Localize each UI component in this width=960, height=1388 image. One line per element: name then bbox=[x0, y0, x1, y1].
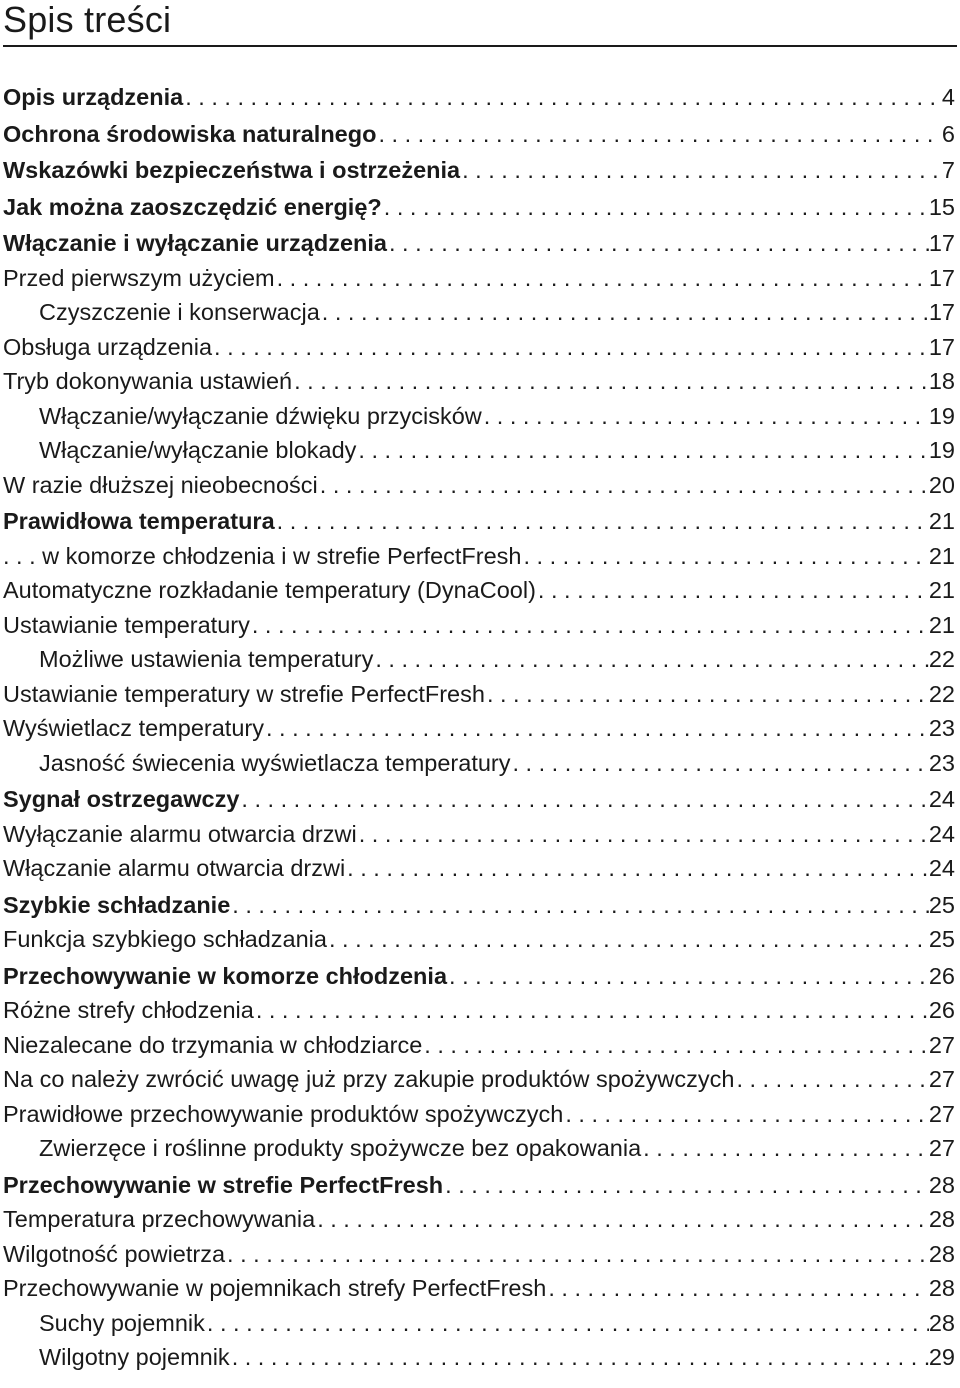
toc-entry-label: Jak można zaoszczędzić energię? bbox=[3, 193, 382, 220]
toc-dot-leader bbox=[230, 888, 929, 923]
toc-entry[interactable] bbox=[3, 117, 955, 152]
toc-dot-leader bbox=[250, 608, 929, 643]
toc-dot-leader bbox=[482, 399, 929, 434]
toc-dot-leader bbox=[239, 782, 928, 817]
toc-dot-leader bbox=[734, 1062, 928, 1097]
toc-dot-leader bbox=[357, 817, 929, 852]
toc-entry[interactable] bbox=[3, 433, 955, 468]
toc-dot-leader bbox=[254, 993, 929, 1028]
toc-dot-leader bbox=[275, 504, 929, 539]
toc-entry-page-number: 4 bbox=[941, 84, 955, 110]
toc-entry[interactable] bbox=[3, 1340, 955, 1375]
toc-entry-page-number: 7 bbox=[941, 157, 955, 183]
toc-entry-page-number: 28 bbox=[928, 1206, 955, 1232]
toc-entry-page-number: 19 bbox=[928, 402, 955, 429]
toc-entry[interactable] bbox=[3, 922, 955, 957]
toc-entry-label: Sygnał ostrzegawczy bbox=[3, 786, 240, 812]
toc-dot-leader bbox=[264, 711, 929, 746]
toc-dot-leader bbox=[387, 226, 929, 261]
toc-entry[interactable] bbox=[3, 153, 955, 188]
toc-entry-page-number: 27 bbox=[928, 1135, 955, 1161]
toc-entry-label: Wilgotny pojemnik bbox=[39, 1344, 230, 1370]
toc-entry[interactable] bbox=[3, 851, 955, 886]
toc-entry-label: Ustawianie temperatury bbox=[3, 611, 250, 638]
toc-entry-page-number: 24 bbox=[928, 855, 955, 881]
toc-entry[interactable] bbox=[3, 504, 955, 539]
toc-entry[interactable] bbox=[3, 399, 955, 434]
toc-entry-label: Czyszczenie i konserwacja bbox=[39, 299, 320, 325]
toc-entry-page-number: 27 bbox=[928, 1066, 955, 1092]
toc-entry-label: Wyświetlacz temperatury bbox=[3, 715, 264, 741]
toc-entry-label: Automatyczne rozkładanie temperatury (DynaCool) bbox=[3, 577, 536, 603]
toc-entry[interactable] bbox=[3, 261, 955, 296]
toc-dot-leader bbox=[447, 959, 929, 994]
toc-entry[interactable] bbox=[3, 330, 955, 365]
toc-dot-leader bbox=[382, 190, 929, 225]
toc-entry-page-number: 21 bbox=[928, 542, 955, 569]
toc-entry-page-number: 28 bbox=[928, 1171, 955, 1198]
toc-entry-label: Temperatura przechowywania bbox=[3, 1206, 316, 1232]
toc-entry-page-number: 20 bbox=[928, 471, 955, 498]
toc-entry-label: Prawidłowe przechowywanie produktów spożywczych bbox=[3, 1100, 564, 1127]
toc-entry[interactable] bbox=[3, 817, 955, 852]
toc-entry[interactable] bbox=[3, 1237, 955, 1272]
toc-entry[interactable] bbox=[3, 711, 955, 746]
toc-entry-label: Przed pierwszym użyciem bbox=[3, 264, 275, 291]
toc-entry[interactable] bbox=[3, 746, 955, 781]
toc-entry-label: Suchy pojemnik bbox=[39, 1309, 205, 1336]
toc-entry-label: Różne strefy chłodzenia bbox=[3, 997, 254, 1023]
toc-dot-leader bbox=[373, 642, 929, 677]
toc-entry-label: Opis urządzenia bbox=[3, 84, 184, 110]
toc-entry-page-number: 27 bbox=[928, 1031, 955, 1058]
toc-entry-label: W razie dłuższej nieobecności bbox=[3, 471, 318, 498]
toc-entry[interactable] bbox=[3, 1306, 955, 1341]
toc-entry[interactable] bbox=[3, 677, 955, 712]
toc-entry-page-number: 22 bbox=[928, 680, 955, 707]
toc-entry[interactable] bbox=[3, 642, 955, 677]
toc-dot-leader bbox=[356, 433, 928, 468]
toc-dot-leader bbox=[275, 261, 929, 296]
toc-entry-label: Wskazówki bezpieczeństwa i ostrzeżenia bbox=[3, 157, 461, 183]
toc-entry-page-number: 28 bbox=[928, 1309, 955, 1336]
toc-entry[interactable] bbox=[3, 1271, 955, 1306]
toc-entry-page-number: 24 bbox=[928, 820, 955, 847]
toc-entry-label: Przechowywanie w strefie PerfectFresh bbox=[3, 1171, 444, 1198]
toc-entry-page-number: 28 bbox=[928, 1240, 955, 1267]
toc-dot-leader bbox=[327, 922, 929, 957]
toc-entry-label: Przechowywanie w pojemnikach strefy PerfectFresh bbox=[3, 1275, 547, 1301]
toc-entry[interactable] bbox=[3, 539, 955, 574]
toc-entry[interactable] bbox=[3, 226, 955, 261]
toc-entry[interactable] bbox=[3, 782, 955, 817]
toc-entry-page-number: 23 bbox=[928, 715, 955, 741]
toc-entry-page-number: 22 bbox=[928, 646, 955, 672]
toc-entry-label: Zwierzęce i roślinne produkty spożywcze bez opakowania bbox=[39, 1135, 642, 1161]
toc-entry-page-number: 25 bbox=[928, 926, 955, 952]
toc-entry-label: . . . w komorze chłodzenia i w strefie PerfectFresh bbox=[3, 542, 522, 569]
toc-entry[interactable] bbox=[3, 1097, 955, 1132]
toc-entry-page-number: 29 bbox=[928, 1344, 955, 1370]
toc-entry-page-number: 27 bbox=[928, 1100, 955, 1127]
toc-entry-page-number: 21 bbox=[928, 577, 955, 603]
toc-entry[interactable] bbox=[3, 364, 955, 399]
toc-entry[interactable] bbox=[3, 993, 955, 1028]
toc-entry-page-number: 28 bbox=[928, 1275, 955, 1301]
toc-dot-leader bbox=[485, 677, 929, 712]
toc-entry-label: Obsługa urządzenia bbox=[3, 333, 213, 360]
toc-entry[interactable] bbox=[3, 1062, 955, 1097]
toc-dot-leader bbox=[230, 1340, 929, 1375]
toc-dot-leader bbox=[376, 117, 941, 152]
toc-entry-page-number: 17 bbox=[928, 230, 955, 256]
toc-entry-label: Wilgotność powietrza bbox=[3, 1240, 226, 1267]
toc-dot-leader bbox=[511, 746, 929, 781]
toc-dot-leader bbox=[345, 851, 929, 886]
toc-entry-page-number: 21 bbox=[928, 508, 955, 534]
toc-entry-label: Ochrona środowiska naturalnego bbox=[3, 120, 377, 147]
toc-entry-label: Możliwe ustawienia temperatury bbox=[39, 646, 374, 672]
toc-entry-label: Ustawianie temperatury w strefie PerfectFresh bbox=[3, 680, 485, 707]
toc-dot-leader bbox=[460, 153, 942, 188]
toc-entry-page-number: 17 bbox=[928, 299, 955, 325]
toc-dot-leader bbox=[225, 1237, 929, 1272]
page-title: Spis treści bbox=[3, 0, 172, 40]
toc-entry[interactable] bbox=[3, 573, 955, 608]
toc-entry-label: Niezalecane do trzymania w chłodziarce bbox=[3, 1031, 423, 1058]
toc-entry-page-number: 26 bbox=[928, 962, 955, 989]
toc-entry-label: Włączanie/wyłączanie dźwięku przycisków bbox=[39, 402, 482, 429]
toc-entry-page-number: 21 bbox=[928, 611, 955, 638]
toc-entry[interactable] bbox=[3, 959, 955, 994]
toc-dot-leader bbox=[422, 1028, 929, 1063]
toc-entry-page-number: 15 bbox=[928, 193, 955, 220]
toc-dot-leader bbox=[522, 539, 929, 574]
toc-entry[interactable] bbox=[3, 468, 955, 503]
toc-entry[interactable] bbox=[3, 1168, 955, 1203]
toc-entry-page-number: 25 bbox=[928, 891, 955, 918]
toc-dot-leader bbox=[536, 573, 929, 608]
toc-entry-label: Włączanie/wyłączanie blokady bbox=[39, 437, 357, 463]
toc-entry[interactable] bbox=[3, 1202, 955, 1237]
toc-dot-leader bbox=[641, 1131, 929, 1166]
toc-entry-page-number: 17 bbox=[928, 333, 955, 360]
toc-entry-label: Prawidłowa temperatura bbox=[3, 508, 275, 534]
table-of-contents bbox=[3, 80, 955, 1375]
toc-dot-leader bbox=[563, 1097, 929, 1132]
toc-dot-leader bbox=[212, 330, 929, 365]
toc-entry-label: Jasność świecenia wyświetlacza temperatury bbox=[39, 749, 511, 776]
toc-entry[interactable] bbox=[3, 295, 955, 330]
toc-entry-label: Tryb dokonywania ustawień bbox=[3, 368, 293, 394]
toc-dot-leader bbox=[546, 1271, 929, 1306]
toc-entry-label: Przechowywanie w komorze chłodzenia bbox=[3, 962, 448, 989]
toc-dot-leader bbox=[443, 1168, 929, 1203]
title-divider bbox=[3, 45, 957, 47]
toc-entry-page-number: 17 bbox=[928, 264, 955, 291]
toc-entry[interactable] bbox=[3, 888, 955, 923]
toc-entry-page-number: 18 bbox=[928, 368, 955, 394]
toc-entry-label: Funkcja szybkiego schładzania bbox=[3, 926, 327, 952]
toc-dot-leader bbox=[315, 1202, 929, 1237]
toc-dot-leader bbox=[292, 364, 929, 399]
toc-dot-leader bbox=[318, 468, 929, 503]
toc-entry[interactable] bbox=[3, 1028, 955, 1063]
toc-dot-leader bbox=[320, 295, 929, 330]
toc-entry-label: Włączanie alarmu otwarcia drzwi bbox=[3, 855, 346, 881]
toc-entry-label: Na co należy zwrócić uwagę już przy zakupie produktów spożywczych bbox=[3, 1066, 735, 1092]
toc-entry-page-number: 24 bbox=[928, 786, 955, 812]
toc-entry-label: Szybkie schładzanie bbox=[3, 891, 231, 918]
toc-entry-page-number: 26 bbox=[928, 997, 955, 1023]
toc-entry[interactable] bbox=[3, 608, 955, 643]
toc-entry-page-number: 19 bbox=[928, 437, 955, 463]
toc-entry-page-number: 23 bbox=[928, 749, 955, 776]
toc-entry-page-number: 6 bbox=[941, 120, 955, 147]
toc-dot-leader bbox=[205, 1306, 929, 1341]
toc-entry-label: Włączanie i wyłączanie urządzenia bbox=[3, 230, 387, 256]
toc-entry-label: Wyłączanie alarmu otwarcia drzwi bbox=[3, 820, 357, 847]
toc-entry[interactable] bbox=[3, 80, 955, 115]
toc-entry[interactable] bbox=[3, 190, 955, 225]
toc-dot-leader bbox=[183, 80, 942, 115]
toc-entry[interactable] bbox=[3, 1131, 955, 1166]
